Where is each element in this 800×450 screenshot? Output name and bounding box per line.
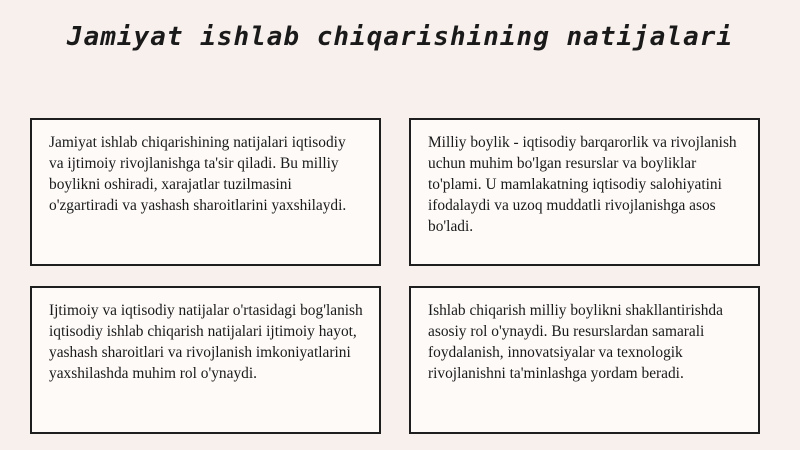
slide-title: Jamiyat ishlab chiqarishining natijalari bbox=[66, 22, 734, 52]
text-card-top-right bbox=[409, 118, 760, 266]
text-card-bottom-right bbox=[409, 286, 760, 434]
text-card-bottom-left bbox=[30, 286, 381, 434]
card-text: Ishlab chiqarish milliy boylikni shakllantirishda asosiy rol o'ynaydi. Bu resurslardan samarali foydalanish, innovatsiyalar va texnologik rivojlanishni ta'minlashga yordam beradi. bbox=[428, 302, 723, 382]
card-text: Ijtimoiy va iqtisodiy natijalar o'rtasidagi bog'lanish iqtisodiy ishlab chiqarish natijalari ijtimoiy hayot, yashash sharoitlari va rivojlanish imkoniyatlarini yaxshilashda muhim rol o'ynaydi. bbox=[49, 302, 363, 382]
card-text: Milliy boylik - iqtisodiy barqarorlik va rivojlanish uchun muhim bo'lgan resurslar va boyliklar to'plami. U mamlakatning iqtisodiy salohiyatini ifodalaydi va uzoq muddatli rivojlanishga asos bo'ladi. bbox=[428, 134, 737, 235]
text-card-top-left bbox=[30, 118, 381, 266]
card-text: Jamiyat ishlab chiqarishining natijalari iqtisodiy va ijtimoiy rivojlanishga ta'sir qiladi. Bu milliy boylikni oshiradi, xarajatlar tuzilmasini o'zgartiradi va yashash sharoitlarini yaxshilaydi. bbox=[49, 134, 347, 214]
